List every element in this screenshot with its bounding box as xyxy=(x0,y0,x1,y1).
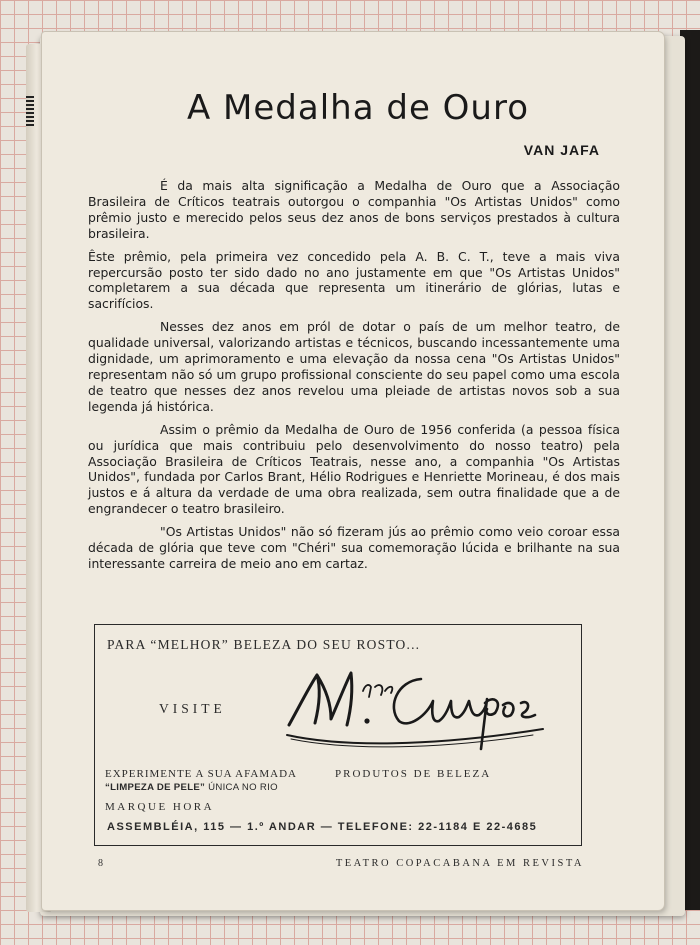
article-paragraph: Êste prêmio, pela primeira vez concedido pela A. B. C. T., teve a mais viva repercursão posto ter sido dado no ano justamente em que "Os Artistas Unidos" completarem a sua década que representa um itinerário de glórias, lutas e sacrifícios. xyxy=(88,248,620,312)
magazine-name: TEATRO COPACABANA EM REVISTA xyxy=(335,858,584,869)
ad-headline: PARA “MELHOR” BELEZA DO SEU ROSTO... xyxy=(107,637,421,652)
article-paragraph: "Os Artistas Unidos" não só fizeram jús ao prêmio como veio coroar essa década de glória que teve com "Chéri" sua comemoração lúcida e brilhante na sua interessante carreira de meio ano em cartaz. xyxy=(88,524,620,571)
ad-products-label: PRODUTOS DE BELEZA xyxy=(335,768,492,780)
ad-address: ASSEMBLÉIA, 115 — 1.º ANDAR — TELEFONE: 22-1184 E 22-4685 xyxy=(107,821,538,833)
ad-product-suffix: ÚNICA NO RIO xyxy=(205,782,278,793)
article-title: A Medalha de Ouro xyxy=(186,88,530,128)
article-paragraph: Assim o prêmio da Medalha de Ouro de 1956 conferida (a pessoa física ou jurídica que mais contribuiu pelo desenvolvimento do nosso teatro) pela Associação Brasileira de Críticos Teatrais, nesse ano, a companhia "Os Artistas Unidos", fundada por Carlos Brant, Hélio Rodrigues e Henriette Morineau, é dos mais justos e á altura da verdade de uma obra realizada, sem outra finalidade que a de engrandecer o teatro brasileiro. xyxy=(88,421,620,517)
magazine-page xyxy=(42,32,664,910)
article-body xyxy=(88,178,620,579)
article-author: VAN JAFA xyxy=(523,142,600,158)
article-paragraph: É da mais alta significação a Medalha de Ouro que a Associação Brasileira de Críticos teatrais outorgou o companhia "Os Artistas Unidos" como prêmio justo e merecido pelos seus dez anos de bons serviços prestados à cultura brasileira. xyxy=(88,178,620,241)
binding-stitch-mark xyxy=(26,96,34,128)
page-number: 8 xyxy=(98,858,103,869)
signature-logo xyxy=(281,655,551,755)
advertisement-box xyxy=(94,624,582,846)
ad-experiment-line: EXPERIMENTE A SUA AFAMADA xyxy=(105,768,297,780)
article-paragraph: Nesses dez anos em pról de dotar o país de um melhor teatro, de qualidade universal, valorizando artistas e técnicos, buscando incessantemente uma dignidade, um aprimoramento e uma elevação da nossa cena "Os Artistas Unidos" representam não só um grupo profissional consciente do seu papel como uma escola de teatro que nesses dez anos revelou uma pleiade de artistas novos sob a sua legenda já histórica. xyxy=(88,319,620,414)
ad-appointment-label: MARQUE HORA xyxy=(105,801,215,813)
ad-product-name: “LIMPEZA DE PELE” xyxy=(105,782,206,793)
ad-product-line xyxy=(105,782,278,793)
ad-visit-label: VISITE xyxy=(159,701,226,716)
